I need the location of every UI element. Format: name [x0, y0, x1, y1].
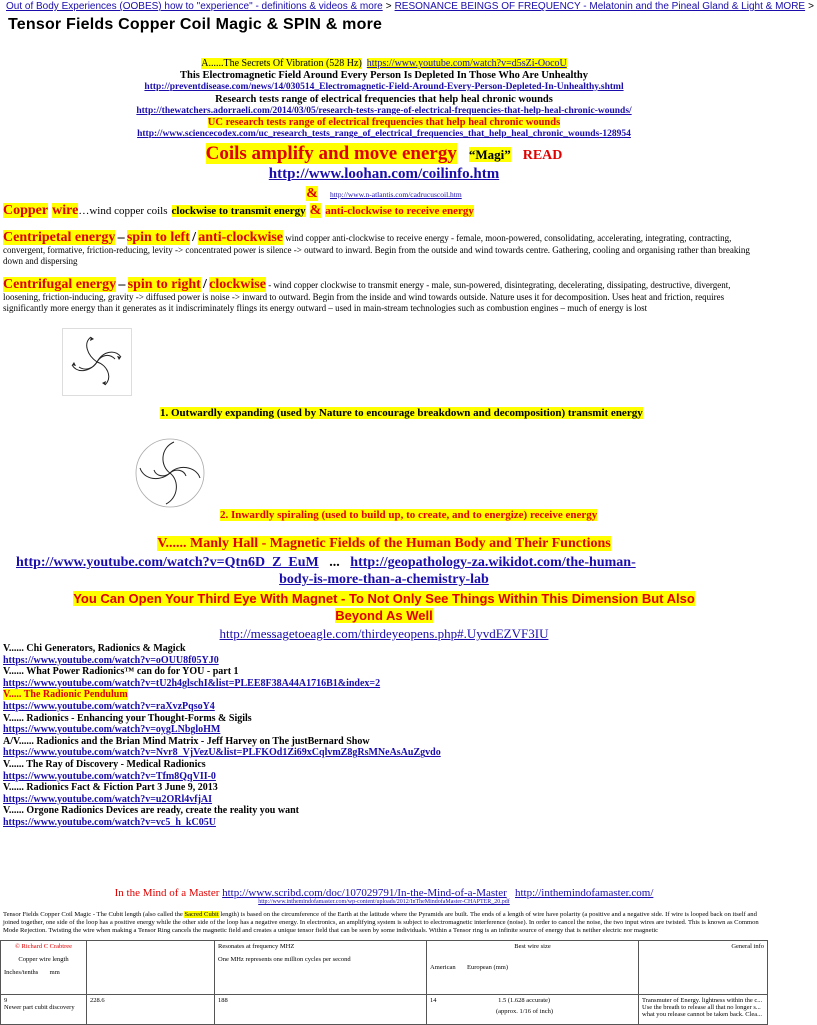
- amp-symbol: &: [306, 186, 318, 201]
- centripetal-body: wind copper anti-clockwise to receive energy - female, moon-powered, consolidating, accelerating, integrating, contracting, convergent, formative, friction-reducing, levity -> concentrated power is silence -> outward to inward. Begin from the outside and wind towards centre. Gathering, cooling and organising rather than breaking down and dispersing: [3, 233, 750, 266]
- manly-links: http://www.youtube.com/watch?v=Qtn6D_Z_EuM ... http://geopathology-za.wikidot.com/the-human-: [16, 555, 636, 570]
- geopathology-link[interactable]: http://geopathology-za.wikidot.com/the-human-: [350, 555, 636, 570]
- centripetal-anticlockwise: anti-clockwise: [198, 230, 284, 245]
- cubit-paragraph: Tensor Fields Copper Coil Magic - The Cubit length (also called the Sacred Cubit length) is based on the circumference of the Earth at the latitude where the Pyramids are built. The ends of a length of wire have polarity (a positive and a negative side. If wire is looped back on itself and joined together, one side of the loop has a positive energy while the other side of the loop has a negative energy. In electronics, an amplifying system is subject to electromagnetic interference (noise). In order to cancel the noise, the two input wires are twisted. This is known as Common Mode Rejection. Twisting the wire when making a Tensor Ring cancels the magnetic field and creates a unique tensor field that can be seen by some individuals. Within a Tensor ring is an infinite source of energy that is neither electric nor magnetic: [3, 911, 759, 934]
- copper-amp: &: [309, 203, 322, 218]
- breadcrumb-link-resonance[interactable]: RESONANCE BEINGS OF FREQUENCY - Melatonin and the Pineal Gland & Light & MORE: [394, 1, 806, 12]
- video-link[interactable]: https://www.youtube.com/watch?v=u2ORl4vfjAI: [3, 793, 213, 805]
- field-link[interactable]: http://preventdisease.com/news/14/030514_Electromagnetic-Field-Around-Every-Person-Depleted-In-Unhealthy.shtml: [144, 82, 624, 92]
- breadcrumb-separator: >: [385, 1, 392, 12]
- wire-word: wire: [52, 203, 79, 218]
- magi-label: “Magi”: [468, 147, 511, 162]
- breadcrumb: [6, 0, 814, 13]
- loohan-link[interactable]: http://www.loohan.com/coilinfo.htm: [268, 166, 500, 182]
- table-cell: 228.6: [87, 995, 215, 1025]
- video-title: V...... Orgone Radionics Devices are ready, create the reality you want: [3, 805, 299, 817]
- video-list: [3, 643, 441, 829]
- page-title: Tensor Fields Copper Coil Magic & SPIN & more: [8, 16, 383, 33]
- spiral-inward-icon: [120, 426, 220, 521]
- table-row: [1, 995, 768, 1025]
- table-cell: © Richard C Crabtree Copper wire length Inches/tenths mm: [1, 941, 87, 995]
- video-title: V...... The Ray of Discovery - Medical Radionics: [3, 758, 206, 770]
- spiral-inward-image: [120, 426, 220, 521]
- video-link[interactable]: https://www.youtube.com/watch?v=tU2h4glschI&list=PLEE8F38A44A1716B1&index=2: [3, 677, 381, 689]
- spiral-outward-image: [62, 328, 132, 396]
- centrifugal-heading: Centrifugal energy: [3, 277, 117, 292]
- centrifugal-spin: spin to right: [127, 277, 201, 292]
- video-link[interactable]: https://www.youtube.com/watch?v=Nvr8_VjVezU&list=PLFKOd1Zi69xCqlvmZ8gRsMNeAsAuZgvdo: [3, 747, 441, 759]
- video-link[interactable]: https://www.youtube.com/watch?v=raXvzPqsoY4: [3, 700, 215, 712]
- breadcrumb-link-oobes[interactable]: Out of Body Experiences (OOBES) how to "experience" - definitions & videos & more: [6, 1, 383, 12]
- centrifugal-paragraph: Centrifugal energy – spin to right / clockwise - wind copper clockwise to transmit energy - male, sun-powered, disintegrating, decelerating, dissipating, destructive, divergent, loosening, friction-inducing, gravity -> diffused power is noise -> inward to outward. Begin from the inside and wind towards outside. Nature uses it for decomposition. Uses heat and friction, requires significantly more energy than it generates as it indiscriminately flings its energy outward – used in main-stream technologies such as combustion engines – much of energy is lost: [3, 277, 731, 313]
- centripetal-spin: spin to left: [126, 230, 190, 245]
- video-title: V..... The Radionic Pendulum: [3, 689, 128, 701]
- spiral2-caption: 2. Inwardly spiraling (used to build up, to create, and to energize) receive energy: [220, 509, 598, 521]
- geopathology-link-cont[interactable]: body-is-more-than-a-chemistry-lab: [279, 572, 489, 587]
- atlantis-link[interactable]: http://www.n-atlantis.com/cadrucuscoil.htm: [329, 190, 462, 199]
- table-cell: General info: [639, 941, 768, 995]
- secrets-line: [0, 58, 768, 69]
- video-title: V...... Radionics - Enhancing your Thought-Forms & Sigils: [3, 712, 252, 724]
- secrets-label: A......The Secrets Of Vibration (528 Hz): [201, 58, 362, 69]
- centrifugal-clockwise: clockwise: [209, 277, 266, 292]
- copper-word: Copper: [3, 203, 49, 218]
- cubit-table: [0, 940, 768, 1025]
- manly-youtube-link[interactable]: http://www.youtube.com/watch?v=Qtn6D_Z_EuM: [16, 555, 319, 570]
- centripetal-paragraph: Centripetal energy – spin to left / anti-clockwise wind copper anti-clockwise to receive energy - female, moon-powered, consolidating, accelerating, integrating, contracting, convergent, formative, friction-reducing, levity -> concentrated power is silence -> outward to inward. Begin from the outside and wind towards centre. Gathering, cooling and organising rather than breaking down and dispersing: [3, 230, 750, 266]
- sacred-cubit: Sacred Cubit: [184, 911, 219, 918]
- centrifugal-body: - wind copper clockwise to transmit energy - male, sun-powered, disintegrating, decelerating, dissipating, destructive, divergent, loosening, friction-inducing, gravity -> diffused power is noise -> inward to outward. Begin from the inside and wind towards outside. Nature uses it for decomposition. Uses heat and friction, requires significantly more energy than it generates as it indiscriminately flings its energy outward – used in main-stream technologies such as combustion engines – much of energy is lost: [3, 280, 731, 313]
- thirdeye-line2: Beyond As Well: [335, 608, 433, 623]
- table-cell: 188: [215, 995, 427, 1025]
- table-cell: Transmuter of Energy. lightness within the c... Use the breath to release all that no longer s... what you release cannot be taken back. Clea...: [639, 995, 768, 1025]
- table-cell: Resonates at frequency MHZ One MHz represents one million cycles per second: [215, 941, 427, 995]
- master-site-link[interactable]: http://inthemindofamaster.com/: [515, 887, 654, 899]
- video-link[interactable]: https://www.youtube.com/watch?v=Tfm8QqVII-0: [3, 770, 216, 782]
- master-pdf-link[interactable]: http://www.inthemindofamaster.com/wp-content/uploads/2012/InTheMindofaMaster-CHAPTER_20.pdf: [258, 899, 510, 905]
- field-heading: This Electromagnetic Field Around Every Person Is Depleted In Those Who Are Unhealthy: [180, 70, 588, 81]
- thirdeye-line1: You Can Open Your Third Eye With Magnet - To Not Only See Things Within This Dimension But Also: [73, 591, 695, 606]
- thirdeye-link[interactable]: http://messagetoeagle.com/thirdeyeopens.php#.UyvdEZVF3IU: [219, 626, 549, 641]
- copper-line: [3, 201, 474, 219]
- table-cell: 14 1.5 (1.628 accurate) (approx. 1/16 of inch): [427, 995, 639, 1025]
- video-link[interactable]: https://www.youtube.com/watch?v=oOUU8f05YJ0: [3, 654, 219, 666]
- research-heading: Research tests range of electrical frequencies that help heal chronic wounds: [215, 94, 553, 105]
- coils-line: [0, 143, 768, 165]
- spiral1-caption: 1. Outwardly expanding (used by Nature to encourage breakdown and decomposition) transmit energy: [160, 407, 643, 419]
- spiral-outward-icon: [63, 329, 131, 395]
- clockwise-transmit: clockwise to transmit energy: [171, 205, 306, 217]
- breadcrumb-separator: >: [808, 1, 814, 12]
- read-label: READ: [522, 148, 563, 163]
- centripetal-heading: Centripetal energy: [3, 230, 116, 245]
- video-title: V...... What Power Radionics™ can do for YOU - part 1: [3, 666, 239, 678]
- copper-mid: …wind copper coils: [78, 205, 168, 217]
- uc-heading: UC research tests range of electrical frequencies that help heal chronic wounds: [207, 117, 561, 128]
- master-label: In the Mind of a Master: [114, 887, 220, 899]
- atlantis-line: [0, 184, 768, 202]
- research-link[interactable]: http://thewatchers.adorraeli.com/2014/03/05/research-tests-range-of-electrical-frequencies-that-help-heal-chronic-wounds/: [136, 106, 632, 116]
- table-cell: Best wire size American European (mm): [427, 941, 639, 995]
- video-link[interactable]: https://www.youtube.com/watch?v=vc5_h_kC05U: [3, 816, 216, 828]
- video-title: A/V...... Radionics and the Brian Mind Matrix - Jeff Harvey on The justBernard Show: [3, 735, 370, 747]
- manly-heading: V...... Manly Hall - Magnetic Fields of the Human Body and Their Functions: [157, 536, 611, 551]
- table-cell: [87, 941, 215, 995]
- video-link[interactable]: https://www.youtube.com/watch?v=oygLNbgloHM: [3, 724, 221, 736]
- coils-heading: Coils amplify and move energy: [205, 143, 457, 164]
- video-title: V...... Radionics Fact & Fiction Part 3 June 9, 2013: [3, 782, 218, 794]
- master-line: [0, 887, 768, 899]
- secrets-link[interactable]: https://www.youtube.com/watch?v=d5sZi-OocoU: [366, 58, 567, 69]
- table-header-row: [1, 941, 768, 995]
- master-scribd-link[interactable]: http://www.scribd.com/doc/107029791/In-the-Mind-of-a-Master: [222, 887, 507, 899]
- uc-link[interactable]: http://www.sciencecodex.com/uc_research_tests_range_of_electrical_frequencies_that_help_heal_chronic_wounds-128954: [137, 129, 631, 139]
- table-cell: 9 Newer part cubit discovery: [1, 995, 87, 1025]
- video-title: V...... Chi Generators, Radionics & Magick: [3, 643, 186, 654]
- anticlockwise-receive: anti-clockwise to receive energy: [325, 205, 474, 217]
